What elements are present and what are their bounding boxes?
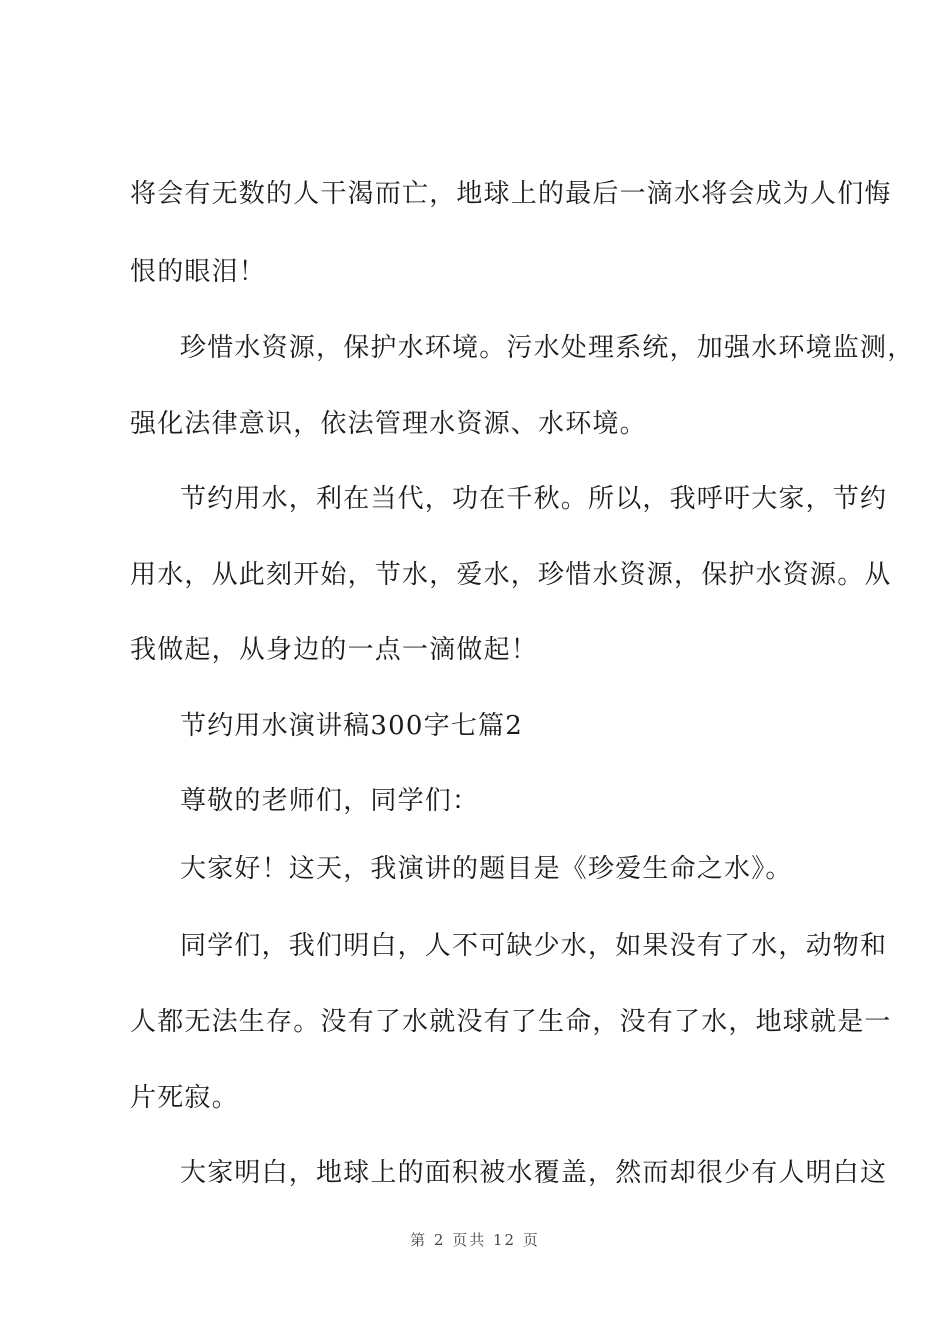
paragraph-line: 恨的眼泪！: [130, 257, 267, 287]
paragraph-line: 大家好！这天，我演讲的题目是《珍爱生命之水》。: [180, 854, 793, 884]
paragraph-line: 片死寂。: [130, 1083, 239, 1113]
paragraph-line: 将会有无数的人干渴而亡，地球上的最后一滴水将会成为人们悔: [130, 179, 892, 209]
section-title: 节约用水演讲稿300字七篇2: [180, 711, 523, 741]
paragraph-line: 用水，从此刻开始，节水，爱水，珍惜水资源，保护水资源。从: [130, 560, 892, 590]
paragraph-line: 同学们，我们明白，人不可缺少水，如果没有了水，动物和: [180, 931, 888, 961]
paragraph-line: 强化法律意识，依法管理水资源、水环境。: [130, 409, 647, 439]
salutation: 尊敬的老师们，同学们：: [180, 786, 480, 816]
paragraph-line: 大家明白，地球上的面积被水覆盖，然而却很少有人明白这: [180, 1158, 888, 1188]
page-number-footer: 第 2 页共 12 页: [410, 1231, 540, 1249]
paragraph-line: 珍惜水资源，保护水环境。污水处理系统，加强水环境监测，: [180, 333, 915, 363]
paragraph-line: 人都无法生存。没有了水就没有了生命，没有了水，地球就是一: [130, 1007, 892, 1037]
paragraph-line: 我做起，从身边的一点一滴做起！: [130, 635, 539, 665]
paragraph-line: 节约用水，利在当代，功在千秋。所以，我呼吁大家，节约: [180, 484, 888, 514]
